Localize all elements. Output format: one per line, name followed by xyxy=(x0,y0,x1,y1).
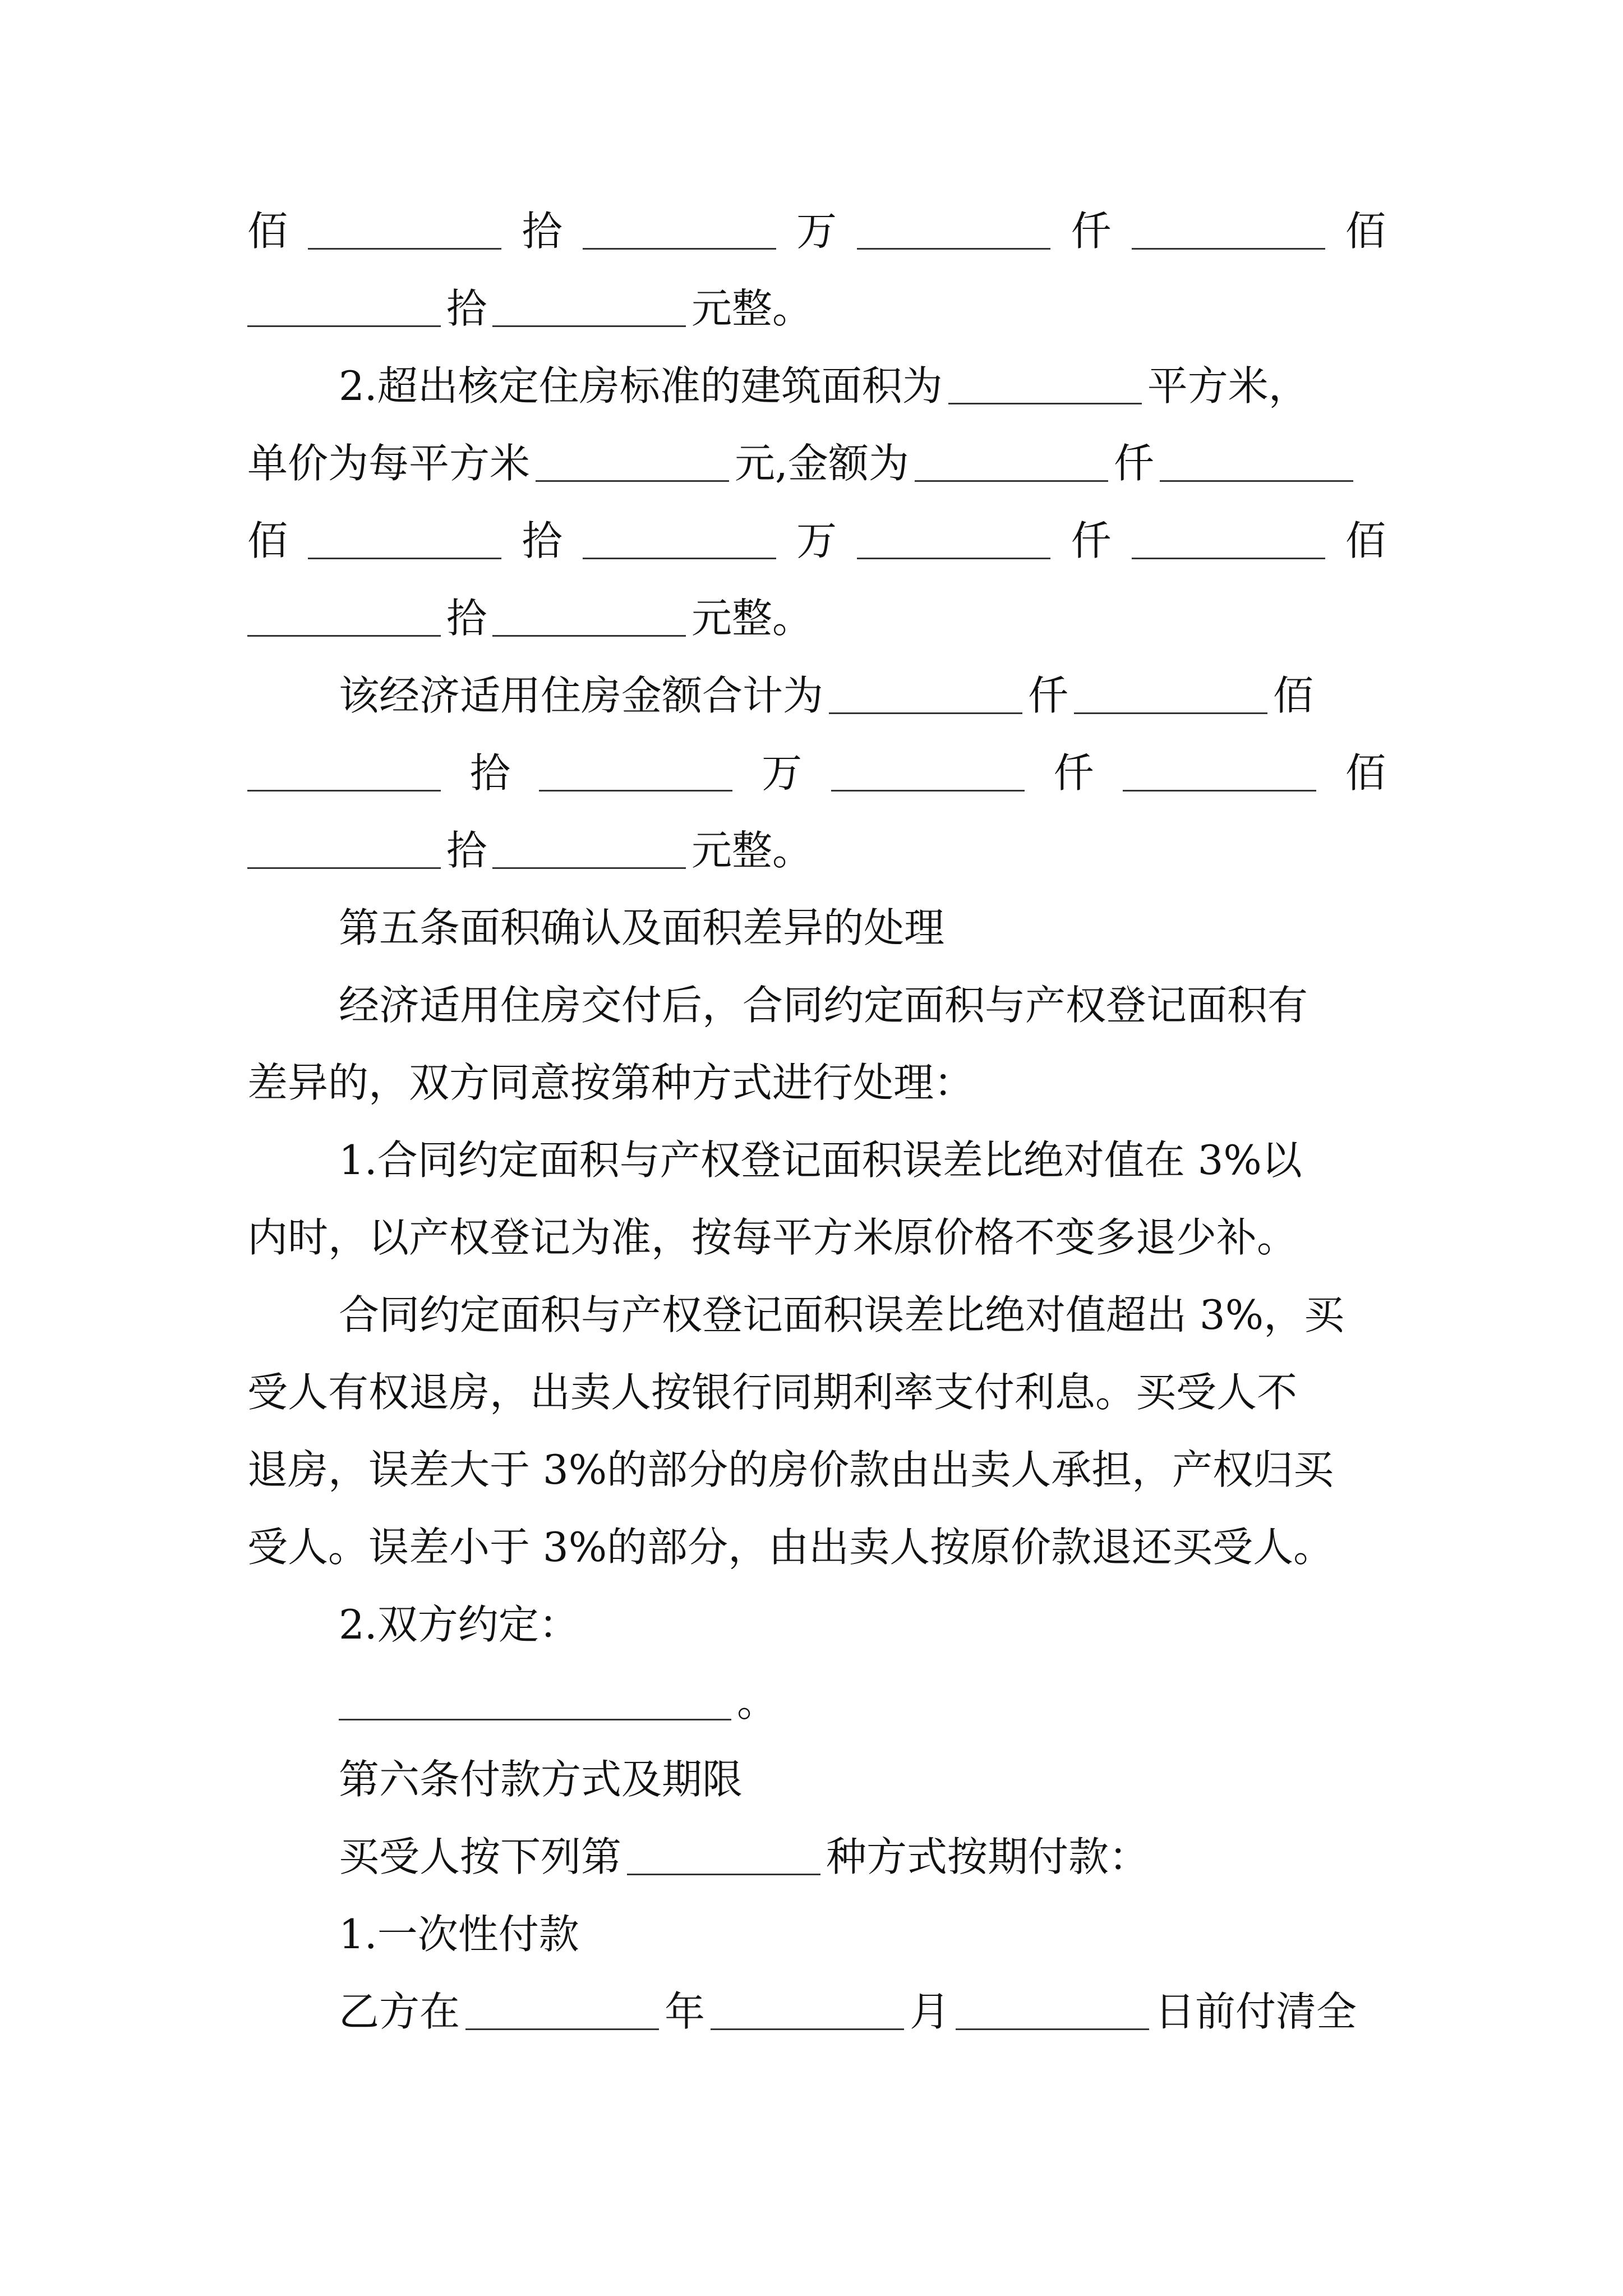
paragraph-text: 内时，以产权登记为准，按每平方米原价格不变多退少补。 xyxy=(247,1214,1298,1261)
item2-line-1 xyxy=(339,355,1386,417)
unit-shi: 拾 xyxy=(522,517,562,564)
unit-shi: 拾 xyxy=(522,208,562,255)
blank-field[interactable] xyxy=(1132,558,1325,559)
paragraph-text: 受人。误差小于 3%的部分，由出卖人按原价款退还买受人。 xyxy=(247,1524,1334,1571)
article5-p1-line-2 xyxy=(247,1052,1386,1114)
blank-field[interactable] xyxy=(627,1874,820,1875)
blank-field[interactable] xyxy=(1074,712,1267,714)
article5-p5 xyxy=(339,1671,1386,1733)
article6-p1 xyxy=(339,1826,1386,1888)
blank-field[interactable] xyxy=(857,248,1050,250)
article5-p2-line-1 xyxy=(339,1129,1386,1191)
blank-field[interactable] xyxy=(956,2028,1149,2030)
article5-p3-line-1 xyxy=(339,1284,1386,1346)
paragraph-text: 退房，误差大于 3%的部分的房价款由出卖人承担，产权归买 xyxy=(247,1446,1334,1493)
blank-field[interactable] xyxy=(831,790,1025,792)
article6-p3 xyxy=(339,1981,1386,2042)
item2-unit: 平方米， xyxy=(1147,362,1309,409)
blank-field[interactable] xyxy=(308,248,501,250)
blank-field[interactable] xyxy=(1132,248,1325,250)
blank-field[interactable] xyxy=(465,2028,659,2030)
article5-p3-line-2 xyxy=(247,1361,1386,1423)
paragraph-text: 1.合同约定面积与产权登记面积误差比绝对值在 3%以 xyxy=(339,1137,1302,1184)
amount-line-4 xyxy=(247,587,1386,649)
item2-text: 2.超出核定住房标准的建筑面积为 xyxy=(339,362,943,409)
article5-title-text: 第五条面积确认及面积差异的处理 xyxy=(339,904,945,951)
article5-p3-line-3 xyxy=(247,1439,1386,1501)
total-line-3 xyxy=(247,820,1386,881)
item2-line-2 xyxy=(247,432,1386,494)
unit-wan: 万 xyxy=(762,749,803,797)
paragraph-text: 2.双方约定： xyxy=(339,1601,579,1648)
unit-qian: 仟 xyxy=(1113,440,1154,487)
total-line-1 xyxy=(339,665,1386,726)
unit-bai: 佰 xyxy=(1345,208,1386,255)
article5-p4 xyxy=(339,1594,1386,1655)
blank-field[interactable] xyxy=(247,635,441,637)
unit-qian: 仟 xyxy=(1071,517,1112,564)
unit-bai: 佰 xyxy=(1345,749,1386,797)
blank-field[interactable] xyxy=(539,790,732,792)
blank-field[interactable] xyxy=(1123,790,1316,792)
unit-yuan-zheng: 元整。 xyxy=(691,595,813,642)
article6-title xyxy=(339,1749,1386,1810)
unit-bai: 佰 xyxy=(1345,517,1386,564)
article5-p2-line-2 xyxy=(247,1207,1386,1268)
blank-field[interactable] xyxy=(711,2028,904,2030)
unit-qian: 仟 xyxy=(1071,208,1112,255)
unit-yuan-zheng: 元整。 xyxy=(691,285,813,332)
item2-amount-label: 元,金额为 xyxy=(735,440,909,487)
amount-line-3 xyxy=(247,510,1386,572)
paragraph-text: 受人有权退房，出卖人按银行同期利率支付利息。买受人不 xyxy=(247,1369,1298,1416)
unit-shi: 拾 xyxy=(446,595,487,642)
item2-price-label: 单价为每平方米 xyxy=(247,440,531,487)
article5-p3-line-4 xyxy=(247,1516,1386,1578)
unit-shi: 拾 xyxy=(469,749,510,797)
unit-shi: 拾 xyxy=(446,827,487,874)
blank-field[interactable] xyxy=(308,558,501,559)
paragraph-text: 月 xyxy=(910,1988,951,2035)
article6-title-text: 第六条付款方式及期限 xyxy=(339,1756,743,1803)
blank-field[interactable] xyxy=(247,867,441,869)
unit-qian: 仟 xyxy=(1028,672,1069,719)
paragraph-text: 年 xyxy=(665,1988,706,2035)
unit-bai: 佰 xyxy=(247,517,288,564)
unit-bai: 佰 xyxy=(247,208,288,255)
unit-wan: 万 xyxy=(796,208,837,255)
paragraph-text: 买受人按下列第 xyxy=(339,1833,622,1880)
unit-yuan-zheng: 元整。 xyxy=(691,827,813,874)
blank-field[interactable] xyxy=(915,480,1108,482)
paragraph-text: 乙方在 xyxy=(339,1988,460,2035)
blank-field[interactable] xyxy=(247,790,441,792)
paragraph-text: 种方式按期付款： xyxy=(826,1833,1150,1880)
blank-field[interactable] xyxy=(492,867,686,869)
unit-qian: 仟 xyxy=(1053,749,1094,797)
unit-bai: 佰 xyxy=(1273,672,1314,719)
blank-field[interactable] xyxy=(247,325,441,327)
amount-line-2 xyxy=(247,278,1386,339)
total-label: 该经济适用住房金额合计为 xyxy=(339,672,824,719)
blank-field[interactable] xyxy=(536,480,729,482)
blank-field[interactable] xyxy=(583,248,776,250)
blank-field[interactable] xyxy=(829,712,1022,714)
unit-shi: 拾 xyxy=(446,285,487,332)
paragraph-text: 差异的，双方同意按第种方式进行处理： xyxy=(247,1059,975,1106)
paragraph-text: 合同约定面积与产权登记面积误差比绝对值超出 3%，买 xyxy=(339,1291,1345,1338)
amount-line-1 xyxy=(247,200,1386,262)
blank-field[interactable] xyxy=(583,558,776,559)
unit-wan: 万 xyxy=(796,517,837,564)
total-line-2 xyxy=(247,742,1386,804)
blank-field[interactable] xyxy=(492,635,686,637)
blank-field[interactable] xyxy=(857,558,1050,559)
article6-p2 xyxy=(339,1903,1386,1965)
paragraph-end-mark: 。 xyxy=(737,1678,778,1726)
paragraph-text: 1.一次性付款 xyxy=(339,1911,579,1958)
paragraph-text: 日前付清全 xyxy=(1155,1988,1357,2035)
article5-title xyxy=(339,897,1386,959)
blank-field[interactable] xyxy=(948,403,1142,404)
blank-field[interactable] xyxy=(339,1719,731,1720)
paragraph-text: 经济适用住房交付后，合同约定面积与产权登记面积有 xyxy=(339,982,1308,1029)
article5-p1-line-1 xyxy=(339,974,1386,1036)
blank-field[interactable] xyxy=(1160,480,1353,482)
blank-field[interactable] xyxy=(492,325,686,327)
